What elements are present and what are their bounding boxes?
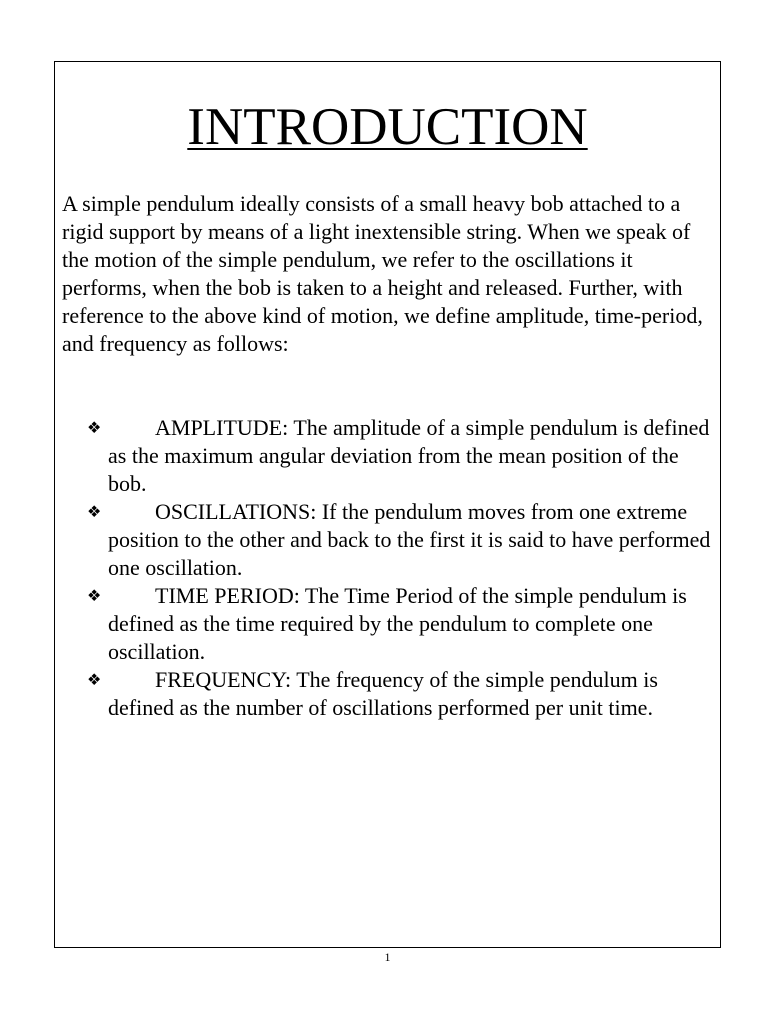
list-item-text: TIME PERIOD: The Time Period of the simple pendulum is defined as the time required by the pendulum to complete one oscillation. bbox=[108, 583, 687, 664]
diamond-bullet-icon: ❖ bbox=[87, 586, 102, 605]
list-item-text: FREQUENCY: The frequency of the simple pendulum is defined as the number of oscillations performed per unit time. bbox=[108, 667, 658, 720]
list-item-frequency bbox=[62, 666, 714, 722]
page-number: 1 bbox=[384, 950, 391, 964]
diamond-bullet-icon: ❖ bbox=[87, 418, 102, 437]
diamond-bullet-icon: ❖ bbox=[87, 502, 102, 521]
list-item-text: OSCILLATIONS: If the pendulum moves from one extreme position to the other and back to the first it is said to have performed one oscillation. bbox=[108, 499, 711, 580]
list-item-time-period bbox=[62, 582, 714, 666]
page-title: INTRODUCTION bbox=[187, 98, 588, 156]
diamond-bullet-icon: ❖ bbox=[87, 670, 102, 689]
intro-paragraph: A simple pendulum ideally consists of a small heavy bob attached to a rigid support by means of a light inextensible string. When we speak of the motion of the simple pendulum, we refer to the oscillations it performs, when the bob is taken to a height and released. Further, with reference to the above kind of motion, we define amplitude, time-period, and frequency as follows: bbox=[62, 191, 703, 356]
list-item-oscillations bbox=[62, 498, 714, 582]
list-item-text: AMPLITUDE: The amplitude of a simple pendulum is defined as the maximum angular deviation from the mean position of the bob. bbox=[108, 415, 710, 496]
list-item-amplitude bbox=[62, 414, 714, 498]
definitions-list bbox=[62, 414, 714, 722]
